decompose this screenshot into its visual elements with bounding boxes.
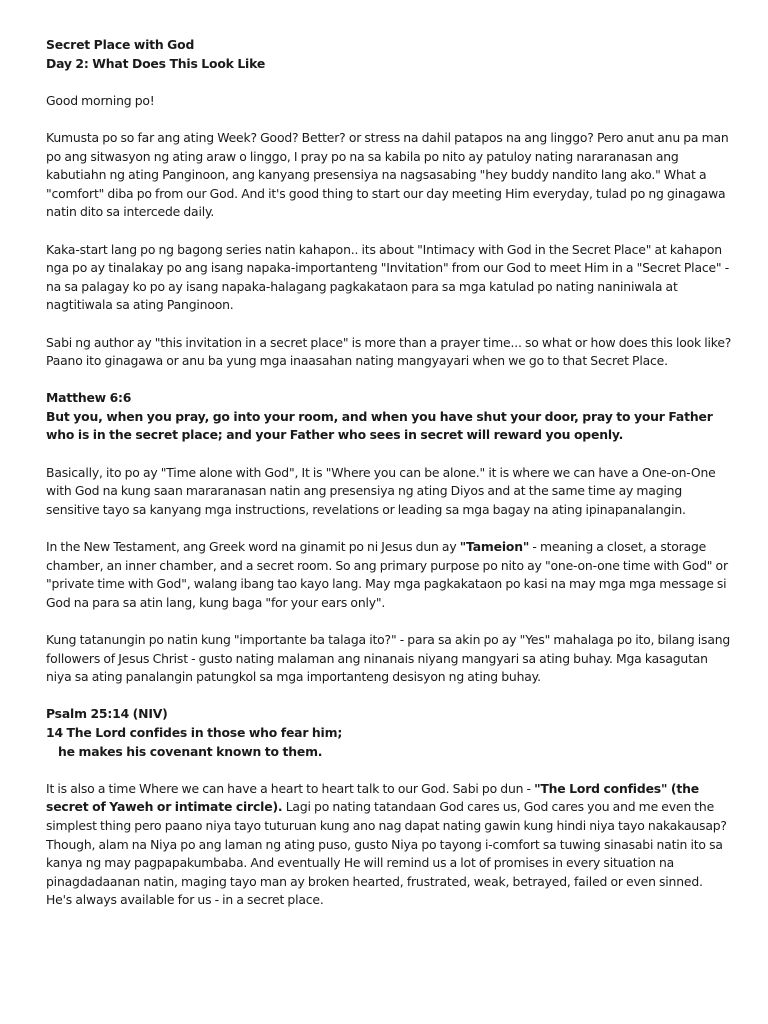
paragraph-tameion bbox=[46, 538, 732, 612]
paragraph-series: Kaka-start lang po ng bagong series natin kahapon.. its about "Intimacy with God in the Secret Place" at kahapon nga po ay tinalakay po ang isang napaka-importanteng "Invitation" from our God to meet Him in a "Secret Place" - na sa palagay ko po ay isang napaka-halagang pagkakataon para sa mga katulad po nating naniniwala at nagtitiwala sa ating Panginoon. bbox=[46, 241, 729, 313]
document-subtitle: Day 2: What Does This Look Like bbox=[46, 55, 266, 71]
paragraph-importance: Kung tatanungin po natin kung "importante ba talaga ito?" - para sa akin po ay "Yes" mahalaga po ito, bilang isang followers of Jesus Christ - gusto nating malaman ang ninanais niyang mangyari sa ating buhay. Mga kasagutan niya sa ating panalangin patungkol sa mga importanteng desisyon ng ating buhay. bbox=[46, 632, 731, 685]
paragraph-heart-to-heart bbox=[46, 780, 732, 910]
paragraph-heart-after: Lagi po nating tatandaan God cares us, God cares you and me even the simplest thing pero paano niya tayo tuturuan kung ano nag dapat nating gawin kung hindi niya tayo nakakausap? Though, alam na Niya po ang laman ng ating puso, gusto Niya po tayong i-comfort sa tuwing sinasabi natin ito sa kanya ng may pagpapakumbaba. And eventually He will remind us a lot of promises in every situation na pinagdadaanan natin, maging tayo man ay broken hearted, frustrated, weak, betrayed, failed or even sinned. He's always available for us - in a secret place. bbox=[46, 799, 727, 908]
verse-line-2-psalm: he makes his covenant known to them. bbox=[58, 743, 323, 759]
tameion-term: "Tameion" bbox=[459, 539, 530, 555]
paragraph-intro: Kumusta po so far ang ating Week? Good? Better? or stress na dahil patapos na ang linggo? Pero anut anu pa man po ang sitwasyon ng ating araw o linggo, I pray po na sa kabila po nito ay patuloy nating nararanasan ang kabutiahn ng ating Panginoon, ang kanyang presensiya na nagsasabing "hey buddy nandito lang ako." What a "comfort" diba po from our God. And it's good thing to start our day meeting Him everyday, tulad po ng ginagawa natin dito sa intercede daily. bbox=[46, 129, 729, 220]
document-title: Secret Place with God bbox=[46, 37, 195, 52]
greeting: Good morning po! bbox=[46, 92, 155, 108]
lord-confides-phrase: "The Lord confides" (the secret of Yaweh or intimate circle). bbox=[46, 780, 699, 815]
verse-line-1-psalm: 14 The Lord confides in those who fear him; bbox=[46, 724, 343, 740]
verse-text-matthew: But you, when you pray, go into your room, and when you have shut your door, pray to your Father who is in the secret place; and your Father who sees in secret will reward you openly. bbox=[46, 408, 713, 443]
paragraph-tameion-before: In the New Testament, ang Greek word na ginamit po ni Jesus dun ay bbox=[46, 539, 460, 555]
verse-reference-psalm: Psalm 25:14 (NIV) bbox=[46, 706, 168, 722]
document-body bbox=[46, 36, 732, 910]
paragraph-time-alone: Basically, ito po ay "Time alone with God", It is "Where you can be alone." it is where we can have a One-on-One with God na kung saan mararanasan natin ang presensiya ng ating Diyos and at the same time ay maging sensitive tayo sa kanyang mga instructions, revelations or leading sa mga bagay na ating ipinapanalangin. bbox=[46, 464, 716, 517]
paragraph-heart-before: It is also a time Where we can have a heart to heart talk to our God. Sabi po dun - bbox=[46, 780, 535, 796]
verse-reference-matthew: Matthew 6:6 bbox=[46, 390, 132, 406]
paragraph-invitation: Sabi ng author ay "this invitation in a secret place" is more than a prayer time... so what or how does this look like? Paano ito ginagawa or anu ba yung mga inaasahan nating mangyayari when we go to that Secret Place. bbox=[46, 334, 732, 369]
paragraph-tameion-after: - meaning a closet, a storage chamber, an inner chamber, and a secret room. So ang primary purpose po nito ay "one-on-one time with God" or "private time with God", walang ibang tao kayo lang. May mga pagkakataon po kasi na may mga mga message si God na para sa atin lang, kung baga "for your ears only". bbox=[46, 539, 728, 610]
